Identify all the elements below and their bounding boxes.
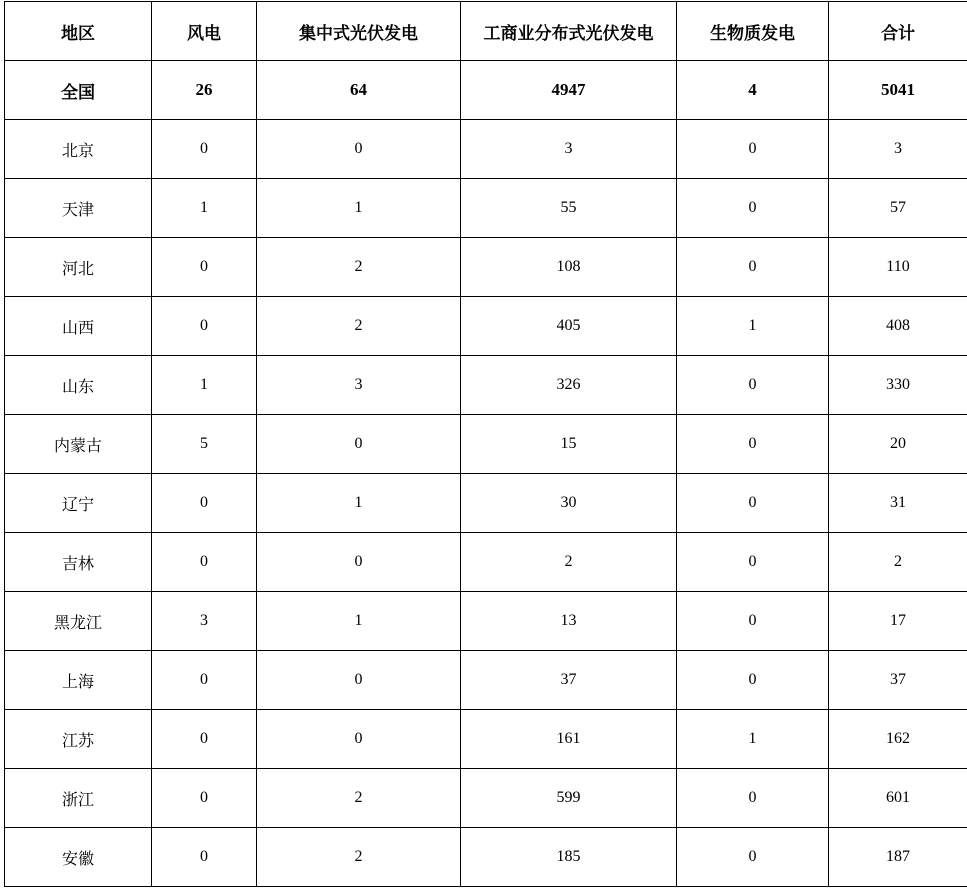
cell-region: 山东: [5, 356, 152, 415]
cell-biomass: 0: [677, 828, 829, 887]
table-row: [5, 474, 967, 533]
cell-wind: 1: [152, 356, 257, 415]
cell-centralized-pv: 0: [257, 533, 461, 592]
cell-region: 浙江: [5, 769, 152, 828]
cell-biomass: 0: [677, 238, 829, 297]
cell-centralized-pv: 1: [257, 179, 461, 238]
cell-region: 北京: [5, 120, 152, 179]
cell-distributed-pv: 30: [461, 474, 677, 533]
total-row-biomass: 4: [677, 61, 829, 120]
cell-biomass: 0: [677, 415, 829, 474]
cell-region: 上海: [5, 651, 152, 710]
cell-total: 187: [829, 828, 967, 887]
cell-total: 31: [829, 474, 967, 533]
cell-wind: 0: [152, 297, 257, 356]
table-row: [5, 592, 967, 651]
cell-wind: 0: [152, 651, 257, 710]
cell-total: 3: [829, 120, 967, 179]
header-centralized-pv: 集中式光伏发电: [257, 2, 461, 61]
cell-region: 天津: [5, 179, 152, 238]
cell-distributed-pv: 15: [461, 415, 677, 474]
cell-wind: 0: [152, 710, 257, 769]
cell-wind: 1: [152, 179, 257, 238]
cell-centralized-pv: 2: [257, 238, 461, 297]
cell-centralized-pv: 0: [257, 415, 461, 474]
cell-region: 安徽: [5, 828, 152, 887]
cell-distributed-pv: 13: [461, 592, 677, 651]
cell-distributed-pv: 405: [461, 297, 677, 356]
cell-distributed-pv: 161: [461, 710, 677, 769]
renewable-projects-table: [4, 1, 967, 887]
cell-centralized-pv: 0: [257, 651, 461, 710]
header-wind: 风电: [152, 2, 257, 61]
cell-biomass: 1: [677, 710, 829, 769]
header-distributed-pv: 工商业分布式光伏发电: [461, 2, 677, 61]
header-row: [5, 2, 967, 61]
cell-wind: 0: [152, 769, 257, 828]
cell-wind: 0: [152, 828, 257, 887]
total-row-distributed-pv: 4947: [461, 61, 677, 120]
cell-distributed-pv: 326: [461, 356, 677, 415]
cell-wind: 3: [152, 592, 257, 651]
cell-centralized-pv: 1: [257, 592, 461, 651]
cell-distributed-pv: 3: [461, 120, 677, 179]
cell-total: 20: [829, 415, 967, 474]
cell-total: 162: [829, 710, 967, 769]
table-row: [5, 120, 967, 179]
cell-distributed-pv: 37: [461, 651, 677, 710]
cell-region: 黑龙江: [5, 592, 152, 651]
cell-biomass: 0: [677, 533, 829, 592]
total-row-region: 全国: [5, 61, 152, 120]
table-row: [5, 651, 967, 710]
cell-total: 2: [829, 533, 967, 592]
cell-centralized-pv: 2: [257, 297, 461, 356]
cell-distributed-pv: 55: [461, 179, 677, 238]
cell-total: 601: [829, 769, 967, 828]
cell-distributed-pv: 185: [461, 828, 677, 887]
total-row-wind: 26: [152, 61, 257, 120]
data-table-container: [4, 1, 967, 887]
table-row: [5, 238, 967, 297]
table-row: [5, 297, 967, 356]
cell-centralized-pv: 2: [257, 828, 461, 887]
cell-total: 37: [829, 651, 967, 710]
cell-wind: 0: [152, 238, 257, 297]
cell-region: 河北: [5, 238, 152, 297]
table-row: [5, 356, 967, 415]
cell-biomass: 0: [677, 356, 829, 415]
total-row-centralized-pv: 64: [257, 61, 461, 120]
cell-biomass: 0: [677, 474, 829, 533]
cell-biomass: 0: [677, 592, 829, 651]
cell-centralized-pv: 3: [257, 356, 461, 415]
total-row: [5, 61, 967, 120]
cell-biomass: 0: [677, 769, 829, 828]
cell-total: 110: [829, 238, 967, 297]
table-row: [5, 769, 967, 828]
cell-total: 17: [829, 592, 967, 651]
cell-region: 辽宁: [5, 474, 152, 533]
header-biomass: 生物质发电: [677, 2, 829, 61]
cell-region: 山西: [5, 297, 152, 356]
cell-region: 内蒙古: [5, 415, 152, 474]
cell-biomass: 0: [677, 179, 829, 238]
table-row: [5, 533, 967, 592]
cell-centralized-pv: 0: [257, 120, 461, 179]
cell-centralized-pv: 2: [257, 769, 461, 828]
table-row: [5, 828, 967, 887]
header-total: 合计: [829, 2, 967, 61]
cell-distributed-pv: 2: [461, 533, 677, 592]
cell-wind: 5: [152, 415, 257, 474]
cell-total: 57: [829, 179, 967, 238]
header-region: 地区: [5, 2, 152, 61]
total-row-total: 5041: [829, 61, 967, 120]
table-row: [5, 179, 967, 238]
cell-region: 江苏: [5, 710, 152, 769]
table-row: [5, 415, 967, 474]
cell-biomass: 1: [677, 297, 829, 356]
cell-centralized-pv: 0: [257, 710, 461, 769]
cell-biomass: 0: [677, 651, 829, 710]
table-row: [5, 710, 967, 769]
cell-total: 330: [829, 356, 967, 415]
cell-centralized-pv: 1: [257, 474, 461, 533]
cell-region: 吉林: [5, 533, 152, 592]
cell-wind: 0: [152, 474, 257, 533]
cell-total: 408: [829, 297, 967, 356]
cell-wind: 0: [152, 120, 257, 179]
cell-distributed-pv: 599: [461, 769, 677, 828]
cell-biomass: 0: [677, 120, 829, 179]
cell-distributed-pv: 108: [461, 238, 677, 297]
cell-wind: 0: [152, 533, 257, 592]
